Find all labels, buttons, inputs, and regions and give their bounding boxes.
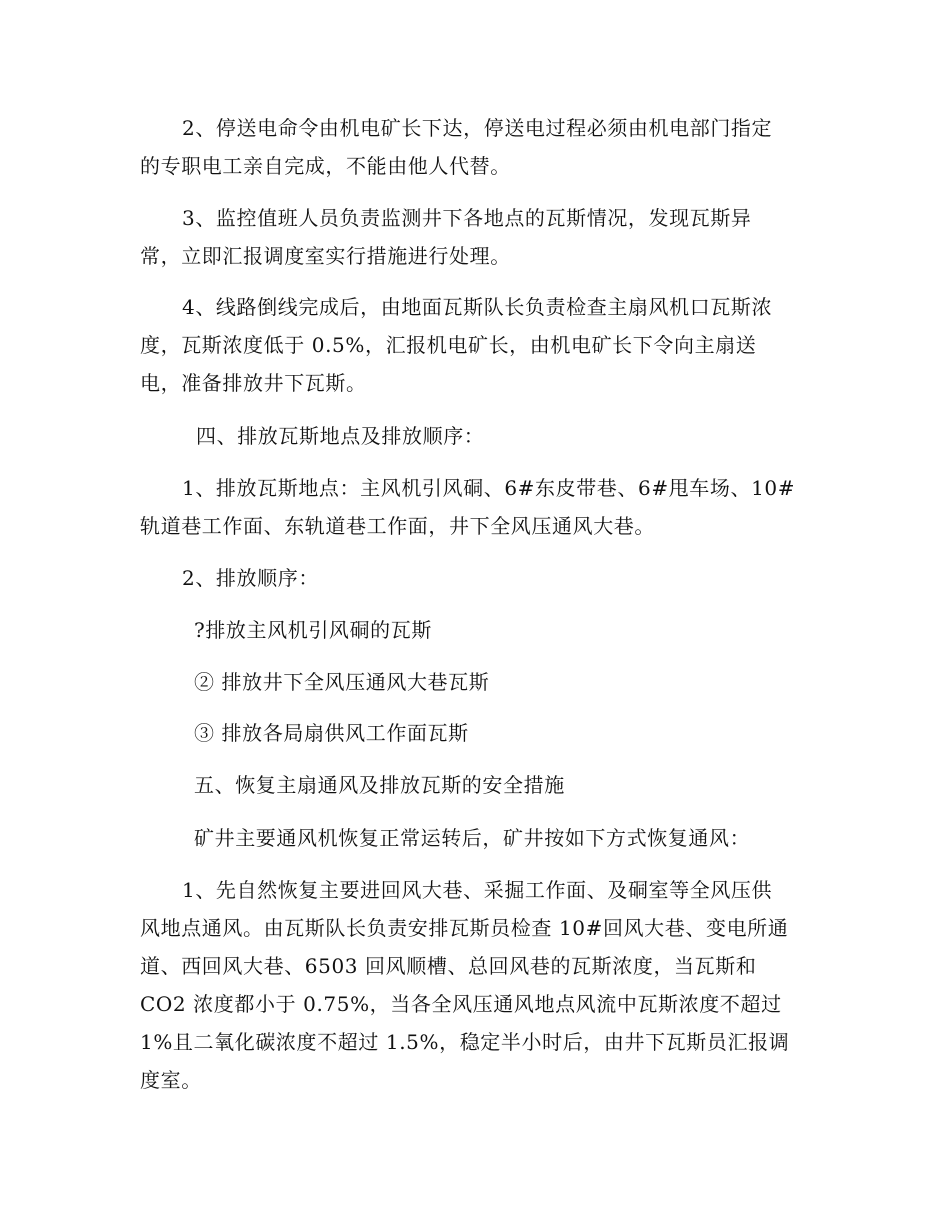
paragraph-line: 1、排放瓦斯地点：主风机引风硐、6#东皮带巷、6#甩车场、10# (182, 476, 796, 500)
paragraph-line: 常，立即汇报调度室实行措施进行处理。 (140, 244, 511, 268)
list-item: ?排放主风机引风硐的瓦斯 (194, 618, 432, 642)
paragraph-line: 2、停送电命令由机电矿长下达，停送电过程必须由机电部门指定 (182, 116, 773, 140)
paragraph-line: 道、西回风大巷、6503 回风顺槽、总回风巷的瓦斯浓度，当瓦斯和 (140, 954, 757, 978)
paragraph-line: 电，准备排放井下瓦斯。 (140, 371, 367, 395)
section-heading: 四、排放瓦斯地点及排放顺序： (196, 424, 485, 448)
paragraph-line: 度，瓦斯浓度低于 0.5%，汇报机电矿长，由机电矿长下令向主扇送 (140, 333, 757, 357)
paragraph-line: 的专职电工亲自完成，不能由他人代替。 (140, 154, 511, 178)
list-item: ② 排放井下全风压通风大巷瓦斯 (194, 670, 490, 694)
paragraph-line: 矿井主要通风机恢复正常运转后，矿井按如下方式恢复通风： (194, 826, 751, 850)
paragraph-line: 度室。 (140, 1068, 202, 1092)
list-item: ③ 排放各局扇供风工作面瓦斯 (194, 721, 469, 745)
paragraph-line: 2、排放顺序： (182, 566, 319, 590)
paragraph-line: 风地点通风。由瓦斯队长负责安排瓦斯员检查 10#回风大巷、变电所通 (140, 916, 789, 940)
paragraph-line: 1%且二氧化碳浓度不超过 1.5%，稳定半小时后，由井下瓦斯员汇报调 (140, 1030, 790, 1054)
paragraph-line: 3、监控值班人员负责监测井下各地点的瓦斯情况，发现瓦斯异 (182, 206, 752, 230)
paragraph-line: 4、线路倒线完成后，由地面瓦斯队长负责检查主扇风机口瓦斯浓 (182, 295, 773, 319)
paragraph-line: CO2 浓度都小于 0.75%，当各全风压通风地点风流中瓦斯浓度不超过 (140, 992, 782, 1016)
paragraph-line: 1、先自然恢复主要进回风大巷、采掘工作面、及硐室等全风压供 (182, 878, 773, 902)
paragraph-line: 轨道巷工作面、东轨道巷工作面，井下全风压通风大巷。 (140, 514, 655, 538)
section-heading: 五、恢复主扇通风及排放瓦斯的安全措施 (194, 773, 565, 797)
